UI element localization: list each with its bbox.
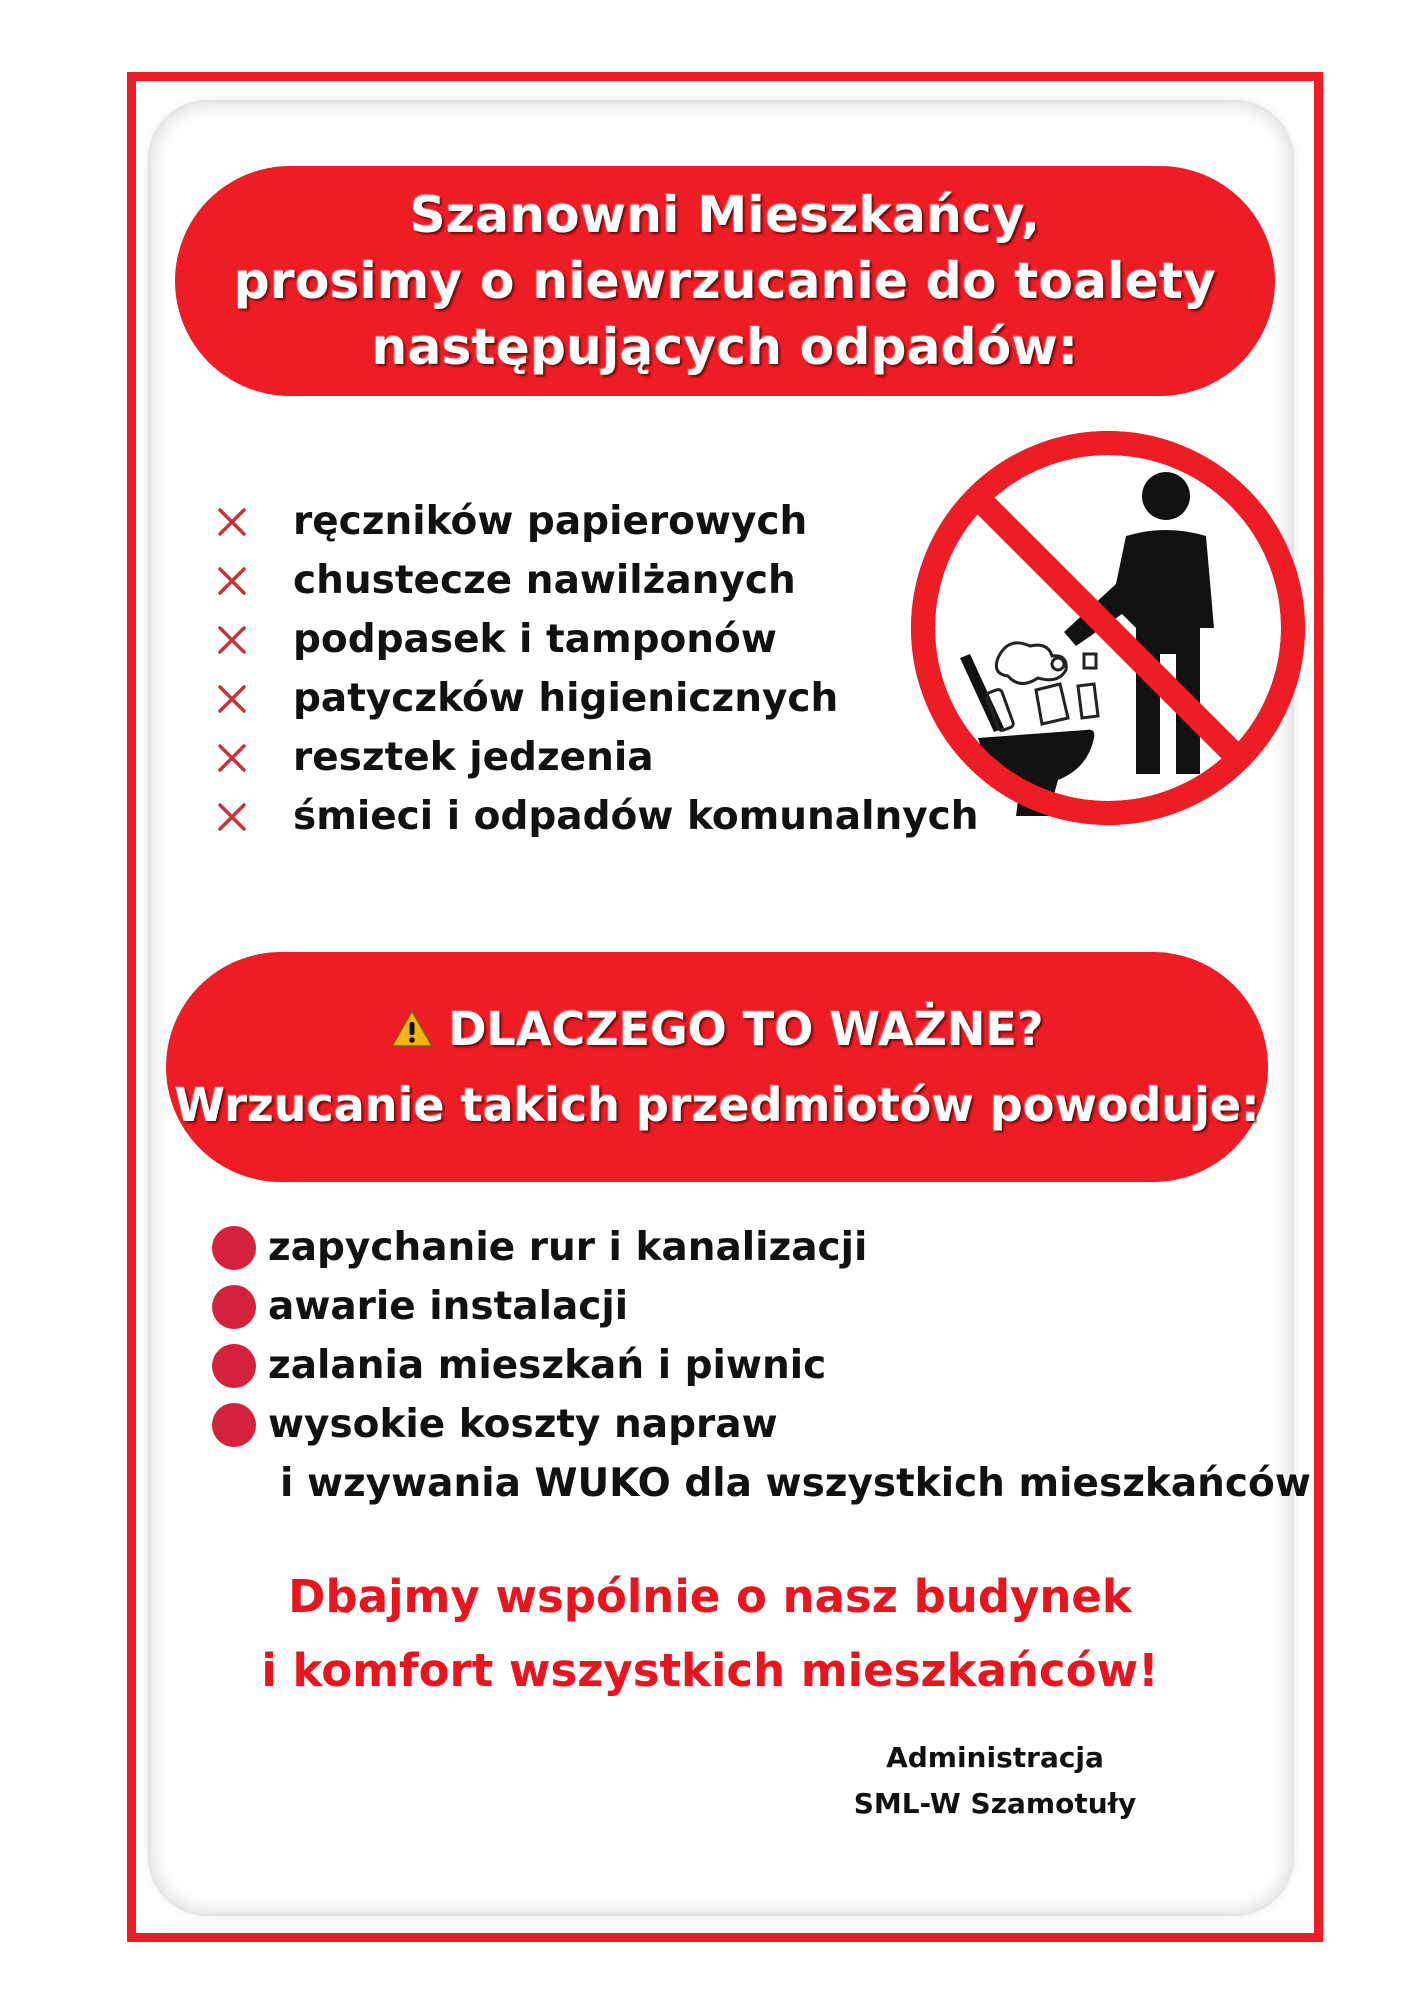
closing-line-2: i komfort wszystkich mieszkańców!: [261, 1644, 1159, 1697]
header-line-2: prosimy o niewrzucanie do toalety: [233, 252, 1217, 310]
why-title: DLACZEGO TO WAŻNE?: [448, 1002, 1044, 1056]
list-item: [215, 492, 979, 551]
list-item: [215, 610, 979, 669]
list-item: [215, 787, 979, 846]
list-item-text: resztek jedzenia: [293, 735, 654, 780]
list-item: [212, 1277, 1311, 1336]
closing-line-1: Dbajmy wspólnie o nasz budynek: [288, 1570, 1132, 1623]
signature-line-1: Administracja: [886, 1741, 1104, 1774]
list-item-text: śmieci i odpadów komunalnych: [293, 794, 979, 839]
no-littering-toilet-icon: [908, 428, 1308, 828]
signature: [830, 1735, 1160, 1827]
header-line-1: Szanowni Mieszkańcy,: [409, 186, 1041, 244]
list-item: [215, 728, 979, 787]
why-banner: [166, 952, 1268, 1182]
list-item-text: podpasek i tamponów: [293, 617, 777, 662]
list-item-text: awarie instalacji: [268, 1284, 629, 1329]
list-item: [212, 1218, 1311, 1277]
list-item-continuation: [212, 1454, 1311, 1513]
x-mark-icon: [215, 564, 249, 598]
header-banner: [175, 166, 1275, 396]
list-item-text: i wzywania WUKO dla wszystkich mieszkańców: [280, 1461, 1311, 1506]
closing-message: [140, 1560, 1280, 1708]
list-item: [215, 669, 979, 728]
why-title-row: [166, 991, 1268, 1067]
bullet-dot-icon: [212, 1344, 256, 1388]
x-mark-icon: [215, 741, 249, 775]
consequences-list: [212, 1218, 1311, 1513]
list-item-text: patyczków higienicznych: [293, 676, 839, 721]
x-mark-icon: [215, 800, 249, 834]
list-item-text: chustecze nawilżanych: [293, 558, 796, 603]
bullet-dot-icon: [212, 1285, 256, 1329]
list-item-text: zapychanie rur i kanalizacji: [268, 1225, 868, 1270]
header-line-3: następujących odpadów:: [371, 318, 1079, 376]
warning-icon: [390, 1009, 434, 1049]
bullet-dot-icon: [212, 1403, 256, 1447]
bullet-dot-icon: [212, 1226, 256, 1270]
x-mark-icon: [215, 682, 249, 716]
list-item: [212, 1395, 1311, 1454]
list-item-text: zalania mieszkań i piwnic: [268, 1343, 827, 1388]
list-item-text: ręczników papierowych: [293, 499, 808, 544]
prohibited-items-list: [215, 492, 979, 846]
why-subtitle: Wrzucanie takich przedmiotów powoduje:: [174, 1078, 1260, 1132]
list-item: [212, 1336, 1311, 1395]
signature-line-2: SML-W Szamotuły: [853, 1787, 1137, 1820]
x-mark-icon: [215, 505, 249, 539]
x-mark-icon: [215, 623, 249, 657]
list-item: [215, 551, 979, 610]
list-item-text: wysokie koszty napraw: [268, 1402, 778, 1447]
